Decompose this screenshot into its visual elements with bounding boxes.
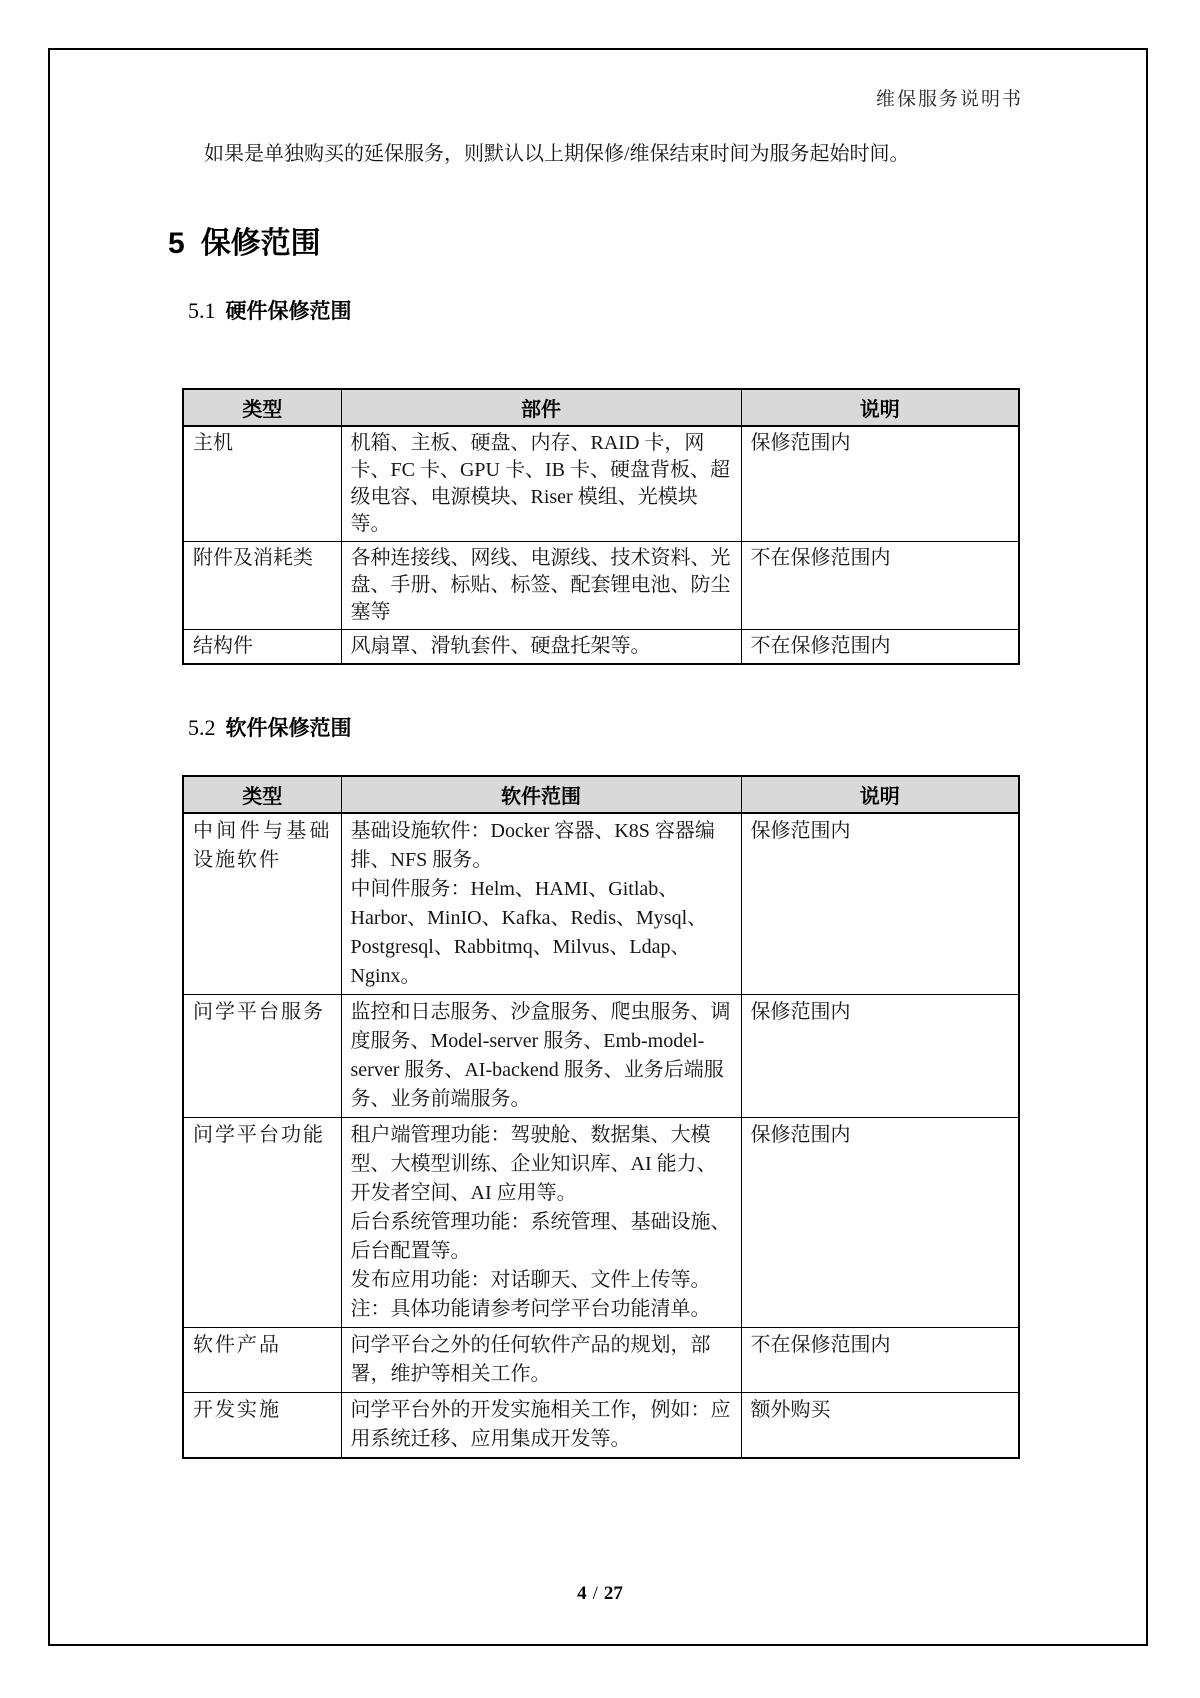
cell-note: 不在保修范围内 <box>741 630 1019 665</box>
cell-scope-paragraph: 发布应用功能：对话聊天、文件上传等。 <box>350 1269 711 1291</box>
subsection-number: 5.2 <box>188 715 216 740</box>
cell-type: 附件及消耗类 <box>183 542 341 630</box>
page-number-separator: / <box>592 1583 598 1604</box>
table-row <box>183 813 1019 995</box>
subsection-title: 软件保修范围 <box>225 717 352 740</box>
cell-scope-paragraph: 机箱、主板、硬盘、内存、RAID 卡，网卡、FC 卡、GPU 卡、IB 卡、硬盘背板、超级电容、电源模块、Riser 模组、光模块等。 <box>350 432 730 535</box>
subsection-heading-software <box>188 712 352 742</box>
table-row <box>183 1393 1019 1459</box>
table-row <box>183 426 1019 542</box>
subsection-heading-hardware <box>188 295 352 325</box>
table-header-row <box>183 776 1019 813</box>
cell-note: 保修范围内 <box>741 1118 1019 1328</box>
cell-scope <box>341 426 741 542</box>
column-header-parts: 部件 <box>341 389 741 426</box>
column-header-type: 类型 <box>183 389 341 426</box>
table-row <box>183 542 1019 630</box>
column-header-scope: 软件范围 <box>341 776 741 813</box>
cell-scope-paragraph: 后台系统管理功能：系统管理、基础设施、后台配置等。 <box>350 1211 731 1262</box>
table-row <box>183 630 1019 665</box>
cell-scope-paragraph: 注：具体功能请参考问学平台功能清单。 <box>350 1298 711 1320</box>
current-page-number: 4 <box>577 1583 587 1604</box>
cell-scope <box>341 813 741 995</box>
cell-note: 不在保修范围内 <box>741 542 1019 630</box>
section-title: 保修范围 <box>200 227 321 260</box>
cell-scope <box>341 630 741 665</box>
cell-type: 软件产品 <box>183 1328 341 1393</box>
subsection-number: 5.1 <box>188 298 216 323</box>
cell-note: 保修范围内 <box>741 426 1019 542</box>
cell-scope-paragraph: 各种连接线、网线、电源线、技术资料、光盘、手册、标贴、标签、配套锂电池、防尘塞等 <box>350 547 731 623</box>
intro-paragraph: 如果是单独购买的延保服务，则默认以上期保修/维保结束时间为服务起始时间。 <box>204 143 910 165</box>
cell-scope <box>341 1118 741 1328</box>
cell-note: 额外购买 <box>741 1393 1019 1459</box>
page-number-footer <box>0 1583 1200 1605</box>
section-heading <box>168 218 321 262</box>
cell-scope-paragraph: 问学平台外的开发实施相关工作，例如：应用系统迁移、应用集成开发等。 <box>350 1399 731 1450</box>
document-header-title: 维保服务说明书 <box>875 89 1023 110</box>
cell-note: 保修范围内 <box>741 813 1019 995</box>
cell-note: 不在保修范围内 <box>741 1328 1019 1393</box>
cell-note: 保修范围内 <box>741 995 1019 1118</box>
cell-type: 问学平台功能 <box>183 1118 341 1328</box>
cell-type: 主机 <box>183 426 341 542</box>
table-row <box>183 1118 1019 1328</box>
cell-type: 中间件与基础设施软件 <box>183 813 341 995</box>
cell-scope <box>341 1393 741 1459</box>
total-page-count: 27 <box>603 1583 623 1604</box>
cell-type: 问学平台服务 <box>183 995 341 1118</box>
cell-scope-paragraph: 监控和日志服务、沙盒服务、爬虫服务、调度服务、Model-server 服务、Emb-model-server 服务、AI-backend 服务、业务后端服务、业务前端服务。 <box>350 1001 731 1110</box>
cell-scope-paragraph: 基础设施软件：Docker 容器、K8S 容器编排、NFS 服务。 <box>350 820 715 871</box>
cell-scope <box>341 542 741 630</box>
column-header-note: 说明 <box>741 389 1019 426</box>
column-header-type: 类型 <box>183 776 341 813</box>
section-number: 5 <box>168 227 185 260</box>
software-warranty-table <box>182 775 1020 1459</box>
table-header-row <box>183 389 1019 426</box>
cell-type: 结构件 <box>183 630 341 665</box>
cell-scope <box>341 1328 741 1393</box>
cell-type: 开发实施 <box>183 1393 341 1459</box>
hardware-warranty-table <box>182 388 1020 665</box>
cell-scope-paragraph: 风扇罩、滑轨套件、硬盘托架等。 <box>350 635 651 657</box>
column-header-note: 说明 <box>741 776 1019 813</box>
table-row <box>183 1328 1019 1393</box>
table-row <box>183 995 1019 1118</box>
cell-scope-paragraph: 问学平台之外的任何软件产品的规划，部署，维护等相关工作。 <box>350 1334 711 1385</box>
subsection-title: 硬件保修范围 <box>225 300 352 323</box>
cell-scope <box>341 995 741 1118</box>
cell-scope-paragraph: 租户端管理功能：驾驶舱、数据集、大模型、大模型训练、企业知识库、AI 能力、开发者空间、AI 应用等。 <box>350 1124 717 1204</box>
cell-scope-paragraph: 中间件服务：Helm、HAMI、Gitlab、Harbor、MinIO、Kafka、Redis、Mysql、Postgresql、Rabbitmq、Milvus、Ldap、Nginx。 <box>350 878 708 987</box>
